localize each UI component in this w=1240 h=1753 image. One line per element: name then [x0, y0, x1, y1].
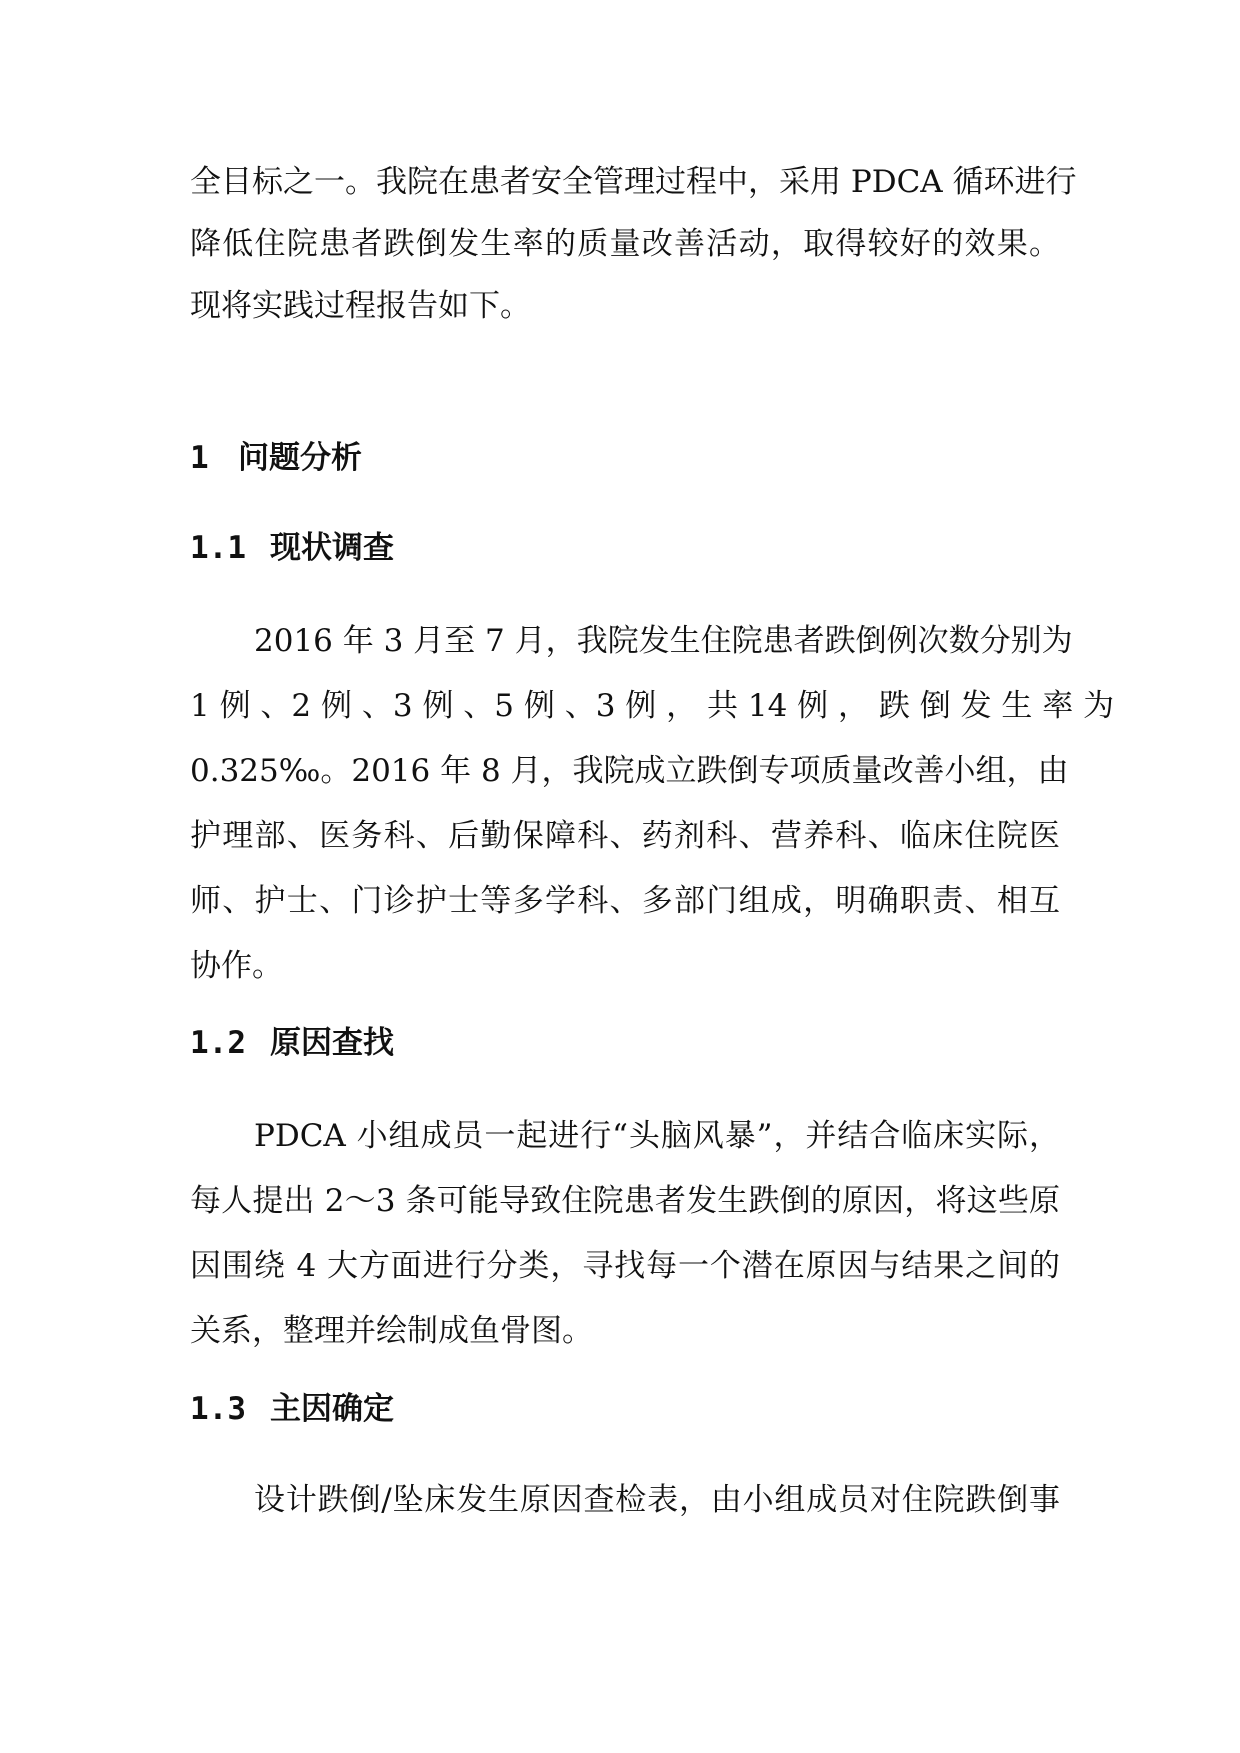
section-1-number: 1	[190, 440, 209, 476]
section-1-1-line-6: 协作。	[190, 948, 283, 984]
section-1-2-line-4: 关系，整理并绘制成鱼骨图。	[190, 1313, 593, 1349]
section-1-1-line-4: 护理部、医务科、后勤保障科、药剂科、营养科、临床住院医	[190, 818, 1060, 854]
section-1-heading	[190, 438, 362, 478]
section-1-2-line-2: 每人提出 2～3 条可能导致住院患者发生跌倒的原因，将这些原	[190, 1183, 1060, 1219]
intro-line-1: 全目标之一。我院在患者安全管理过程中，采用 PDCA 循环进行	[190, 164, 1077, 200]
section-1-1-line-3: 0.325‰。2016 年 8 月，我院成立跌倒专项质量改善小组，由	[190, 753, 1069, 789]
section-1-2-title: 原因查找	[270, 1025, 394, 1061]
section-1-1-line-5: 师、护士、门诊护士等多学科、多部门组成，明确职责、相互	[190, 883, 1060, 919]
intro-line-2: 降低住院患者跌倒发生率的质量改善活动，取得较好的效果。	[190, 226, 1060, 262]
section-1-3-title: 主因确定	[270, 1391, 394, 1427]
intro-line-3: 现将实践过程报告如下。	[190, 288, 531, 324]
section-1-1-line-1: 2016 年 3 月至 7 月，我院发生住院患者跌倒例次数分别为	[254, 623, 1073, 659]
section-1-title: 问题分析	[238, 440, 362, 476]
section-1-1-heading	[190, 528, 394, 568]
section-1-1-number: 1.1	[190, 530, 246, 566]
section-1-2-heading	[190, 1023, 394, 1063]
section-1-2-line-1: PDCA 小组成员一起进行“头脑风暴”，并结合临床实际，	[254, 1118, 1060, 1154]
section-1-1-title: 现状调查	[270, 530, 394, 566]
section-1-3-heading	[190, 1389, 394, 1429]
section-1-3-number: 1.3	[190, 1391, 246, 1427]
section-1-2-line-3: 因围绕 4 大方面进行分类，寻找每一个潜在原因与结果之间的	[190, 1248, 1060, 1284]
section-1-2-number: 1.2	[190, 1025, 246, 1061]
section-1-1-line-2: 1 例 、2 例 、3 例 、5 例 、3 例 ， 共 14 例 ， 跌 倒 发 生 率 为	[190, 688, 1115, 724]
section-1-3-line-1: 设计跌倒/坠床发生原因查检表，由小组成员对住院跌倒事	[254, 1482, 1060, 1518]
